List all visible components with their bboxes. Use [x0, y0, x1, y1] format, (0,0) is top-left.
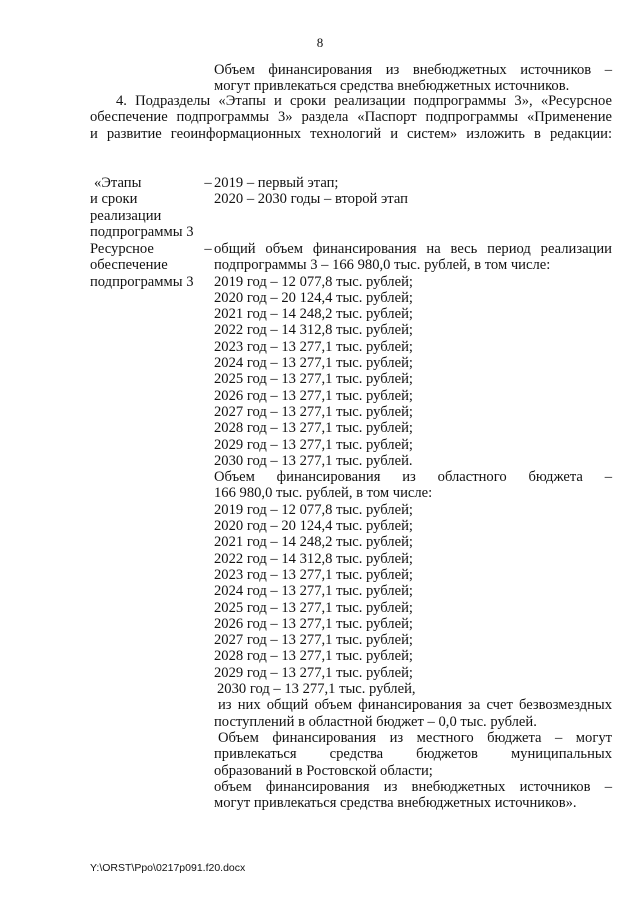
gratuitous-line-1: из них общий объем финансирования за счет безвозмездных: [218, 697, 612, 714]
total-line-2: подпрограммы 3 – 166 980,0 тыс. рублей, в том числе:: [214, 257, 551, 274]
stages-label-line: и сроки: [90, 191, 138, 208]
total-line-1: общий объем финансирования на весь период реализации: [214, 241, 612, 257]
year-total-line: 2024 год – 13 277,1 тыс. рублей;: [214, 355, 413, 372]
local-line-1: Объем финансирования из местного бюджета – могут: [218, 729, 612, 746]
regional-line-1: Объем финансирования из областного бюджета –: [214, 469, 612, 486]
resources-label-line: обеспечение: [90, 257, 168, 274]
resources-dash: –: [204, 241, 212, 257]
intro-line-3: и развитие геоинформационных технологий и систем» изложить в редакции:: [90, 125, 612, 142]
year-regional-line: 2023 год – 13 277,1 тыс. рублей;: [214, 566, 413, 583]
extra-line-1: объем финансирования из внебюджетных источников –: [214, 778, 612, 795]
stages-label-line: реализации: [90, 207, 162, 224]
top-line-1: Объем финансирования из внебюджетных источников –: [214, 62, 612, 78]
year-total-line: 2020 год – 20 124,4 тыс. рублей;: [214, 289, 413, 306]
year-total-line: 2029 год – 13 277,1 тыс. рублей;: [214, 436, 413, 453]
extra-line-2: могут привлекаться средства внебюджетных источников».: [214, 795, 577, 812]
intro-line-1: 4. Подразделы «Этапы и сроки реализации подпрограммы 3», «Ресурсное: [116, 93, 612, 109]
year-regional-line: 2025 год – 13 277,1 тыс. рублей;: [214, 599, 413, 616]
resources-label-line: Ресурсное: [90, 241, 154, 257]
year-total-line: 2022 год – 14 312,8 тыс. рублей;: [214, 322, 413, 339]
stages-dash: –: [204, 175, 212, 191]
year-total-line: 2025 год – 13 277,1 тыс. рублей;: [214, 371, 413, 388]
intro-line-2: обеспечение подпрограммы 3» раздела «Паспорт подпрограммы «Применение: [90, 109, 612, 126]
year-regional-line: 2019 год – 12 077,8 тыс. рублей;: [214, 501, 413, 518]
year-total-line: 2030 год – 13 277,1 тыс. рублей.: [214, 452, 413, 469]
local-line-3: образований в Ростовской области;: [214, 762, 433, 779]
resources-label: [90, 241, 202, 290]
year-total-line: 2023 год – 13 277,1 тыс. рублей;: [214, 338, 413, 355]
regional-line-2: 166 980,0 тыс. рублей, в том числе:: [214, 485, 433, 502]
year-regional-line: 2028 год – 13 277,1 тыс. рублей;: [214, 648, 413, 665]
stages-label: [90, 175, 202, 240]
year-total-line: 2021 год – 14 248,2 тыс. рублей;: [214, 306, 413, 323]
stages-label-line: подпрограммы 3: [90, 223, 194, 240]
year-regional-line: 2027 год – 13 277,1 тыс. рублей;: [214, 632, 413, 649]
page-number: 8: [316, 35, 324, 50]
year-total-line: 2027 год – 13 277,1 тыс. рублей;: [214, 403, 413, 420]
resources-label-line: подпрограммы 3: [90, 273, 194, 290]
top-paragraph: [214, 62, 612, 95]
year-regional-line: 2020 год – 20 124,4 тыс. рублей;: [214, 518, 413, 535]
year-regional-line: 2030 год – 13 277,1 тыс. рублей,: [217, 681, 416, 698]
stages-content: [214, 175, 612, 208]
year-regional-line: 2021 год – 14 248,2 тыс. рублей;: [214, 534, 413, 551]
year-total-line: 2019 год – 12 077,8 тыс. рублей;: [214, 273, 413, 290]
year-regional-line: 2024 год – 13 277,1 тыс. рублей;: [214, 583, 413, 600]
gratuitous-line-2: поступлений в областной бюджет – 0,0 тыс. рублей.: [214, 713, 537, 730]
stage-line: 2020 – 2030 годы – второй этап: [214, 191, 408, 208]
file-path-footer: Y:\ORST\Ppo\0217p091.f20.docx: [90, 862, 246, 874]
amendment-paragraph: [90, 93, 612, 142]
local-line-2: привлекаться средства бюджетов муниципальных: [214, 746, 612, 763]
year-total-line: 2028 год – 13 277,1 тыс. рублей;: [214, 420, 413, 437]
stages-label-line: «Этапы: [94, 175, 142, 191]
year-regional-line: 2029 год – 13 277,1 тыс. рублей;: [214, 664, 413, 681]
stage-line: 2019 – первый этап;: [214, 175, 339, 191]
year-regional-line: 2022 год – 14 312,8 тыс. рублей;: [214, 550, 413, 567]
year-total-line: 2026 год – 13 277,1 тыс. рублей;: [214, 387, 413, 404]
year-regional-line: 2026 год – 13 277,1 тыс. рублей;: [214, 615, 413, 632]
resources-content: [214, 241, 612, 811]
top-line-2: могут привлекаться средства внебюджетных источников.: [214, 78, 570, 95]
